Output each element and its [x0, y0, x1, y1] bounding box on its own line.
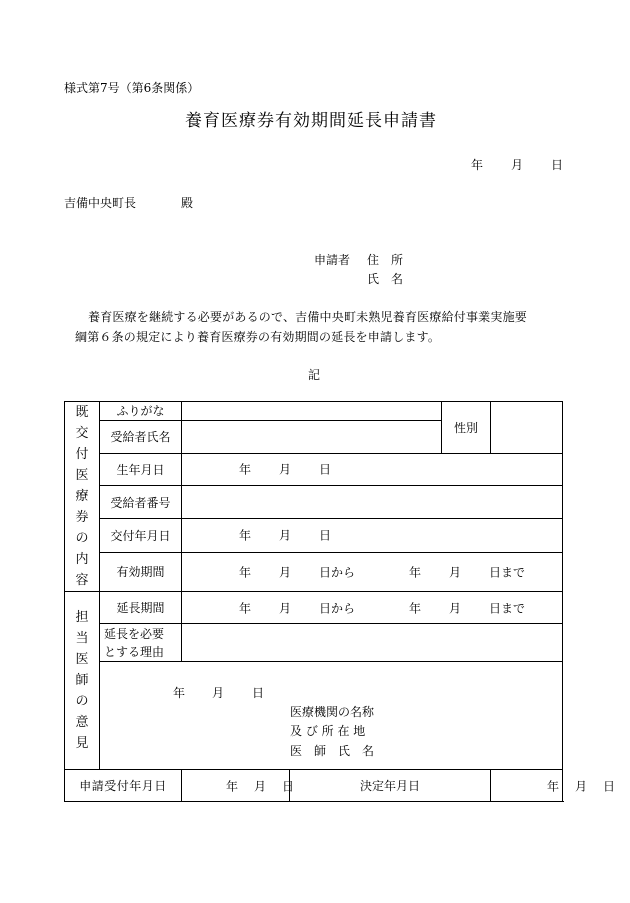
section-doctor-opinion [65, 592, 100, 770]
receipt-date-month: 月 [254, 779, 267, 793]
institution-name-label: 医療機関の名称 [290, 705, 375, 719]
validity-label: 有効期間 [100, 552, 182, 591]
issue-date-field[interactable] [182, 519, 563, 552]
reason-label-line-2: とする理由 [104, 644, 165, 659]
gender-label: 性別 [442, 402, 491, 454]
birthdate-row [65, 453, 563, 485]
receipt-date-day: 日 [282, 779, 295, 793]
issue-date-row [65, 519, 563, 552]
furigana-row [65, 402, 563, 421]
decision-date-label: 決定年月日 [290, 770, 491, 802]
body-line-1: 養育医療を継続する必要があるので、吉備中央町未熟児養育医療給付事業実施要 [88, 310, 527, 324]
reason-row [65, 624, 563, 662]
validity-end-month: 月 [449, 565, 462, 580]
issue-date-year: 年 [239, 528, 252, 543]
section-issued-card [65, 402, 100, 592]
furigana-label: ふりがな [100, 402, 182, 421]
extension-start-day: 日から [319, 601, 356, 615]
recipient-number-label: 受給者番号 [100, 486, 182, 519]
reason-field[interactable] [182, 624, 563, 662]
issue-date-day: 日 [319, 528, 332, 543]
decision-date-year: 年 [547, 779, 560, 793]
birthdate-label: 生年月日 [100, 453, 182, 485]
opinion-date-day: 日 [252, 686, 265, 700]
recipient-number-row [65, 486, 563, 519]
issue-date-label: 交付年月日 [100, 519, 182, 552]
receipt-date-field[interactable] [182, 770, 295, 802]
document-title: 養育医療券有効期間延長申請書 [185, 111, 437, 131]
reason-label [100, 624, 182, 662]
decision-date-month: 月 [575, 779, 588, 793]
extension-end-day: 日まで [489, 601, 526, 615]
validity-end-year: 年 [409, 565, 422, 580]
birthdate-month: 月 [279, 462, 292, 477]
birthdate-field[interactable] [182, 453, 563, 485]
date-month: 月 [511, 158, 524, 172]
extension-row [65, 592, 563, 624]
opinion-date-year: 年 [173, 686, 186, 700]
birthdate-year: 年 [239, 462, 252, 477]
doctor-opinion-field[interactable] [100, 662, 563, 770]
extension-field[interactable] [182, 592, 563, 624]
issue-date-month: 月 [279, 528, 292, 543]
receipt-date-label: 申請受付年月日 [65, 770, 182, 802]
footer-row [65, 770, 563, 802]
application-table [64, 401, 616, 802]
validity-start-year: 年 [239, 565, 252, 580]
extension-start-year: 年 [239, 601, 252, 615]
extension-start-month: 月 [279, 601, 292, 615]
furigana-field[interactable] [182, 402, 442, 421]
extension-end-year: 年 [409, 601, 422, 615]
form-number: 様式第7号（第6条関係） [64, 81, 200, 95]
decision-date-field[interactable] [491, 770, 616, 802]
gender-field[interactable] [491, 402, 563, 454]
applicant-address-label: 住 所 [367, 253, 404, 267]
extension-label: 延長期間 [100, 592, 182, 624]
institution-address-label: 及 び 所 在 地 [290, 724, 366, 738]
body-line-2: 綱第６条の規定により養育医療券の有効期間の延長を申請します。 [75, 330, 441, 344]
recipient-name-label: 受給者氏名 [100, 420, 182, 453]
decision-date-day: 日 [603, 779, 616, 793]
ki-heading: 記 [308, 368, 321, 382]
validity-row [65, 552, 563, 591]
date-year: 年 [471, 158, 484, 172]
receipt-date-year: 年 [226, 779, 239, 793]
validity-end-day: 日まで [489, 565, 526, 580]
addressee-name: 吉備中央町長 [64, 196, 137, 210]
validity-start-day: 日から [319, 565, 356, 580]
birthdate-day: 日 [319, 462, 332, 477]
reason-label-line-1: 延長を必要 [104, 626, 165, 641]
section-issued-card-label: 既交付医療券の内容 [75, 405, 89, 588]
opinion-date-month: 月 [212, 686, 225, 700]
recipient-number-field[interactable] [182, 486, 563, 519]
applicant-name-label: 氏 名 [367, 272, 404, 286]
recipient-name-field[interactable] [182, 420, 442, 453]
validity-field[interactable] [182, 552, 563, 591]
doctor-name-label: 医 師 氏 名 [290, 744, 375, 758]
extension-end-month: 月 [449, 601, 462, 615]
doctor-opinion-row [65, 662, 563, 770]
section-doctor-opinion-label: 担当医師の意見 [75, 610, 89, 751]
validity-start-month: 月 [279, 565, 292, 580]
date-day: 日 [551, 158, 564, 172]
applicant-label: 申請者 [314, 253, 351, 267]
addressee-honorific: 殿 [181, 196, 194, 210]
